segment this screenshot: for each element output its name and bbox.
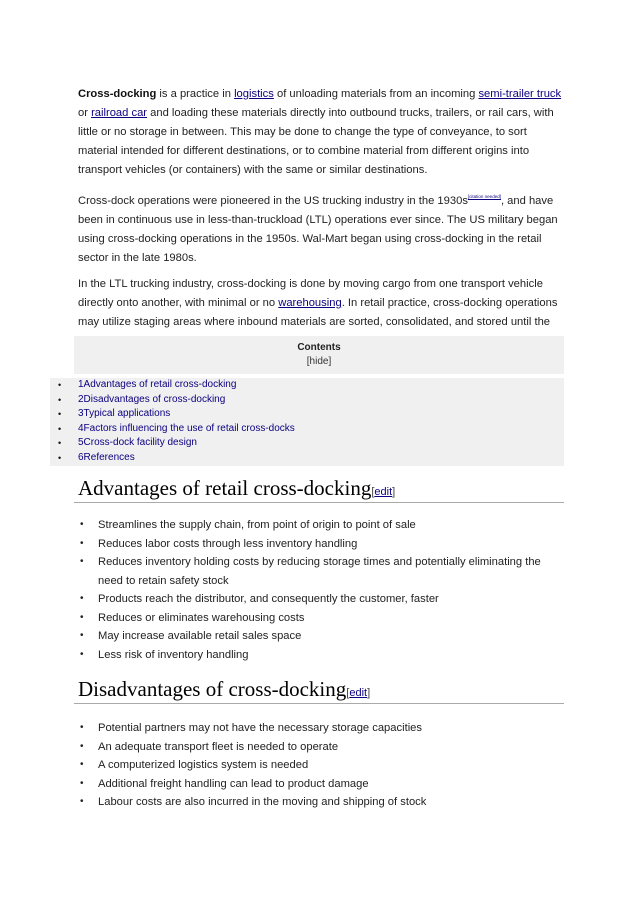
bullet-icon: • — [80, 796, 84, 807]
list-item-text: May increase available retail sales space — [98, 630, 302, 642]
list-item — [78, 609, 558, 628]
citation-needed-link[interactable]: [citation needed] — [467, 194, 501, 199]
bullet-icon: • — [58, 438, 62, 448]
list-item — [78, 756, 558, 775]
heading-divider — [74, 502, 564, 503]
list-item-text: Labour costs are also incurred in the moving and shipping of stock — [98, 796, 427, 808]
bullet-icon: • — [80, 611, 84, 623]
list-item-text: Reduces labor costs through less inventory handling — [98, 537, 358, 550]
term-cross-docking: Cross-docking — [78, 88, 157, 100]
bullet-icon: • — [80, 722, 84, 733]
list-item — [78, 738, 558, 757]
toc-item — [50, 436, 564, 451]
bullet-icon: • — [80, 759, 84, 770]
bracket: [ — [306, 356, 310, 367]
list-item-text: Additional freight handling can lead to product damage — [98, 777, 369, 790]
link-warehousing[interactable]: warehousing — [278, 297, 342, 309]
text-span: , and have been in continuous use in less-than-truckload (LTL) operations ever since. The US military began using cross-docking operations in the 1950s. Wal-Mart began using cross-docking in the retail sector in the late 1980s. — [78, 195, 558, 264]
bracket: ] — [367, 687, 371, 699]
disadvantages-list — [78, 719, 558, 812]
link-logistics[interactable]: logistics — [234, 88, 274, 100]
list-item-text: A computerized logistics system is needed — [98, 759, 309, 771]
list-item — [78, 535, 558, 554]
bullet-icon: • — [58, 409, 62, 419]
bracket: ] — [392, 486, 396, 498]
toc-link-facility-design[interactable]: 5Cross-dock facility design — [78, 437, 197, 448]
list-item-text: Potential partners may not have the necessary storage capacities — [98, 722, 422, 734]
text-span: is a practice in — [156, 88, 235, 100]
edit-link[interactable]: edit — [374, 486, 393, 498]
toc-item — [50, 422, 564, 437]
list-item-text: Products reach the distributor, and consequently the customer, faster — [98, 593, 439, 605]
link-railroad-car[interactable]: railroad car — [91, 107, 148, 119]
heading-advantages — [78, 476, 395, 501]
bullet-icon: • — [80, 777, 84, 789]
edit-link[interactable]: edit — [349, 687, 368, 699]
edit-section-disadvantages — [346, 687, 370, 699]
edit-section-advantages — [371, 486, 395, 498]
heading-disadvantages — [78, 677, 370, 702]
link-semi-trailer-truck[interactable]: semi-trailer truck — [478, 88, 562, 100]
toc-hide-toggle — [74, 356, 564, 367]
intro-text — [78, 85, 566, 358]
list-item — [78, 719, 558, 738]
bullet-icon: • — [80, 648, 84, 660]
list-item-text: Reduces inventory holding costs by reducing storage times and potentially eliminating the need to retain safety stock — [98, 556, 541, 587]
toc-link-references[interactable]: 6References — [78, 451, 135, 463]
heading-divider — [74, 703, 564, 704]
list-item — [78, 553, 558, 590]
list-item-text: Reduces or eliminates warehousing costs — [98, 611, 305, 624]
toc-link-factors[interactable]: 4Factors influencing the use of retail cross-docks — [78, 422, 295, 434]
toc-title: Contents — [297, 342, 341, 353]
text-span: of unloading materials from an incoming — [273, 88, 479, 100]
heading-text: Advantages of retail cross-docking — [78, 476, 372, 500]
list-item — [78, 627, 558, 646]
advantages-list — [78, 516, 558, 664]
bullet-icon: • — [58, 452, 62, 463]
text-span: In the LTL trucking industry, cross-docking is done by moving cargo from one transport vehicle directly onto another, with minimal or no — [78, 278, 543, 309]
toc-header — [74, 336, 564, 374]
list-item — [78, 590, 558, 609]
list-item-text: Streamlines the supply chain, from point of origin to point of sale — [98, 519, 416, 531]
text-span: or — [78, 107, 92, 119]
bullet-icon: • — [80, 740, 84, 752]
text-span: Cross-dock operations were pioneered in the US trucking industry in the 1930s — [78, 195, 468, 207]
list-item — [78, 793, 558, 812]
toc-item — [50, 451, 564, 466]
bullet-icon: • — [80, 593, 84, 604]
list-item — [78, 516, 558, 535]
toc-link-typical-applications[interactable]: 3Typical applications — [78, 408, 171, 419]
toc-link-disadvantages[interactable]: 2Disadvantages of cross-docking — [78, 393, 226, 405]
bracket: [ — [371, 486, 375, 498]
toc-item — [50, 407, 564, 422]
intro-paragraph-2 — [78, 187, 566, 268]
list-item — [78, 775, 558, 794]
bullet-icon: • — [80, 556, 84, 567]
bullet-icon: • — [80, 537, 84, 549]
bracket: [ — [346, 687, 350, 699]
bullet-icon: • — [58, 394, 62, 405]
text-span: . In retail practice, cross-docking operations may utilize staging areas where inbound materials are sorted, consolidated, and stored until the — [78, 297, 558, 328]
bullet-icon: • — [58, 380, 62, 390]
bullet-icon: • — [58, 423, 62, 434]
toc-item — [50, 378, 564, 393]
toc-link-advantages[interactable]: 1Advantages of retail cross-docking — [78, 379, 237, 390]
bracket: ] — [328, 356, 332, 367]
list-item-text: Less risk of inventory handling — [98, 648, 249, 661]
text-span: and loading these materials directly into outbound trucks, trailers, or rail cars, with little or no storage in between. This may be done to change the type of conveyance, to sort material intended for different destinations, or to combine material from different origins into transport vehicles (or containers) with the same or similar destinations. — [78, 107, 554, 176]
bullet-icon: • — [80, 630, 84, 641]
list-item-text: An adequate transport fleet is needed to operate — [98, 740, 339, 753]
list-item — [78, 646, 558, 665]
heading-text: Disadvantages of cross-docking — [78, 677, 347, 701]
toc-hide-link[interactable]: hide — [309, 356, 329, 367]
toc-list — [50, 378, 564, 466]
intro-paragraph-1 — [78, 85, 566, 180]
bullet-icon: • — [80, 519, 84, 530]
toc-item — [50, 393, 564, 408]
